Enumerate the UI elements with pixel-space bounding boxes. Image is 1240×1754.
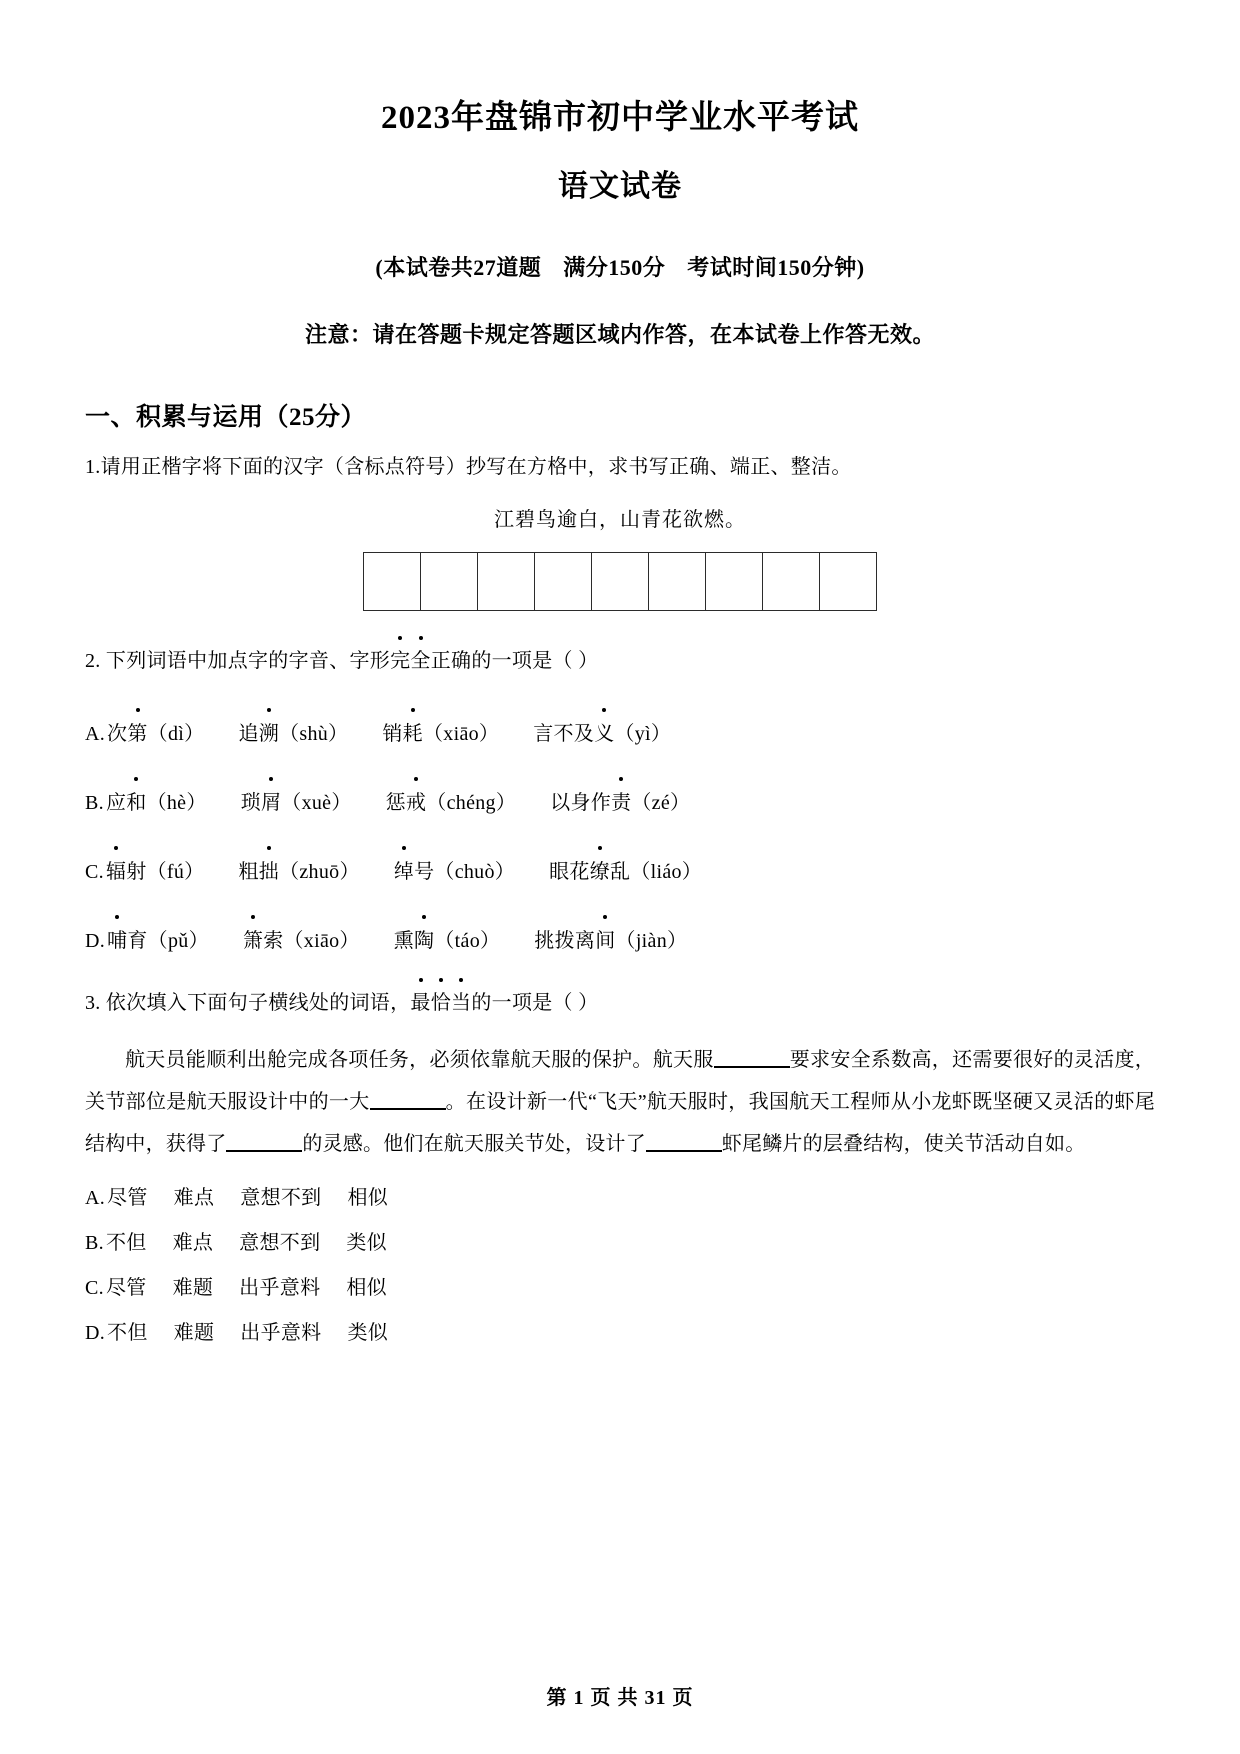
emphasis-dot-char: 哺 — [107, 924, 127, 953]
option-label: C. — [85, 861, 104, 884]
emphasis-dot-char: 缭 — [590, 855, 610, 884]
option-label: A. — [85, 723, 106, 746]
emphasis-dot-char: 溯 — [259, 717, 279, 746]
word-prefix: 次 — [107, 723, 128, 746]
word-pinyin: （zhuō） — [279, 861, 360, 884]
option-label: B. — [85, 792, 104, 815]
question-3-option[interactable] — [85, 1210, 1155, 1255]
option-word: 出乎意料 — [239, 1277, 321, 1300]
word-pinyin: （fú） — [146, 861, 205, 884]
emphasis-dot-char: 和 — [126, 786, 146, 815]
question-2-stem-emphasis — [390, 650, 431, 672]
option-word: 类似 — [347, 1322, 389, 1345]
word-prefix: 追 — [238, 723, 259, 746]
emphasis-dot-char: 完 — [390, 645, 410, 677]
word-pinyin: （jiàn） — [615, 930, 688, 953]
option-word-entry — [386, 786, 516, 815]
emphasis-dot-char: 第 — [127, 717, 147, 746]
question-1-stem: 1.请用正楷字将下面的汉字（含标点符号）抄写在方格中，求书写正确、端正、整洁。 — [85, 456, 852, 479]
question-3-stem — [85, 953, 1155, 1019]
copy-grid-cell[interactable] — [820, 553, 877, 610]
section-heading-one: 一、积累与运用（25分） — [85, 404, 367, 432]
option-word-entry — [243, 924, 360, 953]
word-prefix: 粗 — [238, 861, 259, 884]
option-word-entry — [238, 717, 348, 746]
emphasis-dot-char: 陶 — [414, 924, 434, 953]
word-pinyin: （chéng） — [426, 792, 517, 815]
question-2-option[interactable] — [85, 884, 1155, 953]
word-pinyin: （xuè） — [281, 792, 352, 815]
handwriting-copy-grid[interactable] — [363, 552, 877, 611]
word-prefix: 以身作 — [550, 792, 612, 815]
word-pinyin: （yì） — [614, 723, 672, 746]
question-3-option[interactable] — [85, 1255, 1155, 1300]
word-prefix: 销 — [382, 723, 403, 746]
question-2-stem-after: 正确的一项是（ ） — [430, 650, 599, 673]
emphasis-dot-char: 义 — [594, 717, 614, 746]
emphasis-dot-char: 间 — [595, 924, 615, 953]
passage-blank-3[interactable] — [226, 1150, 302, 1152]
page-subtitle: 语文试卷 — [558, 169, 682, 203]
copy-grid-cell[interactable] — [535, 553, 592, 610]
option-word-entry — [550, 786, 690, 815]
question-3-option[interactable] — [85, 1300, 1155, 1345]
emphasis-dot-char: 拙 — [259, 855, 279, 884]
option-label: D. — [85, 930, 106, 953]
passage-segment-4: 的灵感。他们在航天服关节处，设计了 — [302, 1133, 646, 1156]
question-2-option[interactable] — [85, 815, 1155, 884]
option-word: 意想不到 — [240, 1187, 322, 1210]
copy-grid-cell[interactable] — [364, 553, 421, 610]
question-2-options — [85, 677, 1155, 953]
passage-blank-2[interactable] — [370, 1108, 446, 1110]
passage-segment-2: 要求安全系数高，还需要很好的灵活度，关节部位是航天服设计中的一大 — [85, 1049, 1155, 1114]
question-3-stem-emphasis — [410, 992, 471, 1014]
passage-segment-1: 航天员能顺利出舱完成各项任务，必须依靠航天服的保护。航天服 — [125, 1049, 714, 1072]
exam-meta-question-count: (本试卷共27道题 — [375, 255, 542, 281]
copy-grid-cell[interactable] — [763, 553, 820, 610]
option-word: 难题 — [173, 1322, 215, 1345]
option-word-entry — [106, 855, 205, 884]
word-pinyin: （zé） — [631, 792, 691, 815]
option-word: 尽管 — [105, 1277, 147, 1300]
exam-meta-total-score: 满分150分 — [563, 255, 666, 281]
word-suffix: 射 — [126, 861, 147, 884]
emphasis-dot-char: 戒 — [406, 786, 426, 815]
option-word-entry — [107, 924, 209, 953]
word-pinyin: （shù） — [279, 723, 349, 746]
exam-meta — [85, 207, 1155, 282]
option-word-entry — [394, 855, 515, 884]
option-word: 尽管 — [107, 1187, 148, 1210]
option-word: 不但 — [107, 1322, 148, 1345]
exam-notice: 注意：请在答题卡规定答题区域内作答，在本试卷上作答无效。 — [304, 322, 935, 348]
option-word-entry — [107, 717, 204, 746]
option-label: A. — [85, 1187, 106, 1210]
option-word: 意想不到 — [239, 1232, 321, 1255]
option-word: 相似 — [346, 1277, 387, 1300]
option-word: 难点 — [173, 1187, 215, 1210]
option-word-entry — [382, 717, 499, 746]
passage-blank-4[interactable] — [646, 1150, 722, 1152]
option-word-entry — [238, 855, 359, 884]
word-prefix: 熏 — [393, 930, 415, 953]
question-3-passage — [85, 1019, 1155, 1165]
word-prefix: 应 — [105, 792, 127, 815]
option-word-entry — [241, 786, 352, 815]
option-word: 相似 — [347, 1187, 389, 1210]
option-label: B. — [85, 1232, 104, 1255]
passage-segment-5: 虾尾鳞片的层叠结构，使关节活动自如。 — [721, 1133, 1086, 1156]
option-word: 难题 — [172, 1277, 214, 1300]
emphasis-dot-char: 恰 — [431, 987, 451, 1019]
option-label: C. — [85, 1277, 104, 1300]
word-pinyin: （liáo） — [630, 861, 703, 884]
word-pinyin: （xiāo） — [283, 930, 360, 953]
word-prefix: 琐 — [240, 792, 261, 815]
copy-grid-cell[interactable] — [421, 553, 478, 610]
passage-blank-1[interactable] — [714, 1066, 790, 1068]
page-title: 2023年盘锦市初中学业水平考试 — [381, 100, 859, 136]
word-prefix: 眼花 — [549, 861, 590, 884]
emphasis-dot-char: 责 — [611, 786, 631, 815]
question-2-stem-before: 2. 下列词语中加点字的字音、字形 — [85, 650, 391, 673]
emphasis-dot-char: 辐 — [106, 855, 126, 884]
question-3-stem-after: 的一项是（ ） — [471, 992, 599, 1015]
emphasis-dot-char: 最 — [410, 987, 430, 1019]
question-3-option[interactable] — [85, 1165, 1155, 1210]
option-word-entry — [549, 855, 702, 884]
question-2-option[interactable] — [85, 677, 1155, 746]
copy-grid-cell[interactable] — [592, 553, 649, 610]
option-label: D. — [85, 1322, 106, 1345]
passage-segment-3: 。在设计新一代“飞天”航天服时，我国航天工程师从小龙虾既坚硬又灵活的虾尾结构中，获得了 — [85, 1091, 1155, 1156]
emphasis-dot-char: 箫 — [243, 924, 263, 953]
emphasis-dot-char: 绰 — [394, 855, 414, 884]
option-word-entry — [394, 924, 501, 953]
option-word: 类似 — [346, 1232, 387, 1255]
word-suffix: 索 — [263, 930, 284, 953]
option-word-entry — [534, 924, 687, 953]
question-3-stem-before: 3. 依次填入下面句子横线处的词语， — [85, 992, 411, 1015]
question-2-stem — [85, 611, 1155, 677]
question-3-options — [85, 1165, 1155, 1345]
word-pinyin: （dì） — [147, 723, 205, 746]
word-prefix: 言不及 — [533, 723, 595, 746]
copy-grid-cell[interactable] — [478, 553, 535, 610]
word-pinyin: （táo） — [434, 930, 501, 953]
copy-grid-wrapper — [85, 532, 1155, 611]
word-prefix: 挑拨离 — [534, 930, 596, 953]
word-prefix: 惩 — [385, 792, 406, 815]
option-word-entry — [533, 717, 671, 746]
word-pinyin: （pǔ） — [147, 930, 209, 953]
copy-grid-cell[interactable] — [706, 553, 763, 610]
word-pinyin: （xiāo） — [422, 723, 500, 746]
question-1-poem: 江碧鸟逾白，山青花欲燃。 — [494, 509, 746, 532]
word-suffix: 育 — [127, 930, 148, 953]
option-word-entry — [106, 786, 207, 815]
word-pinyin: （hè） — [146, 792, 207, 815]
option-word: 不但 — [105, 1232, 147, 1255]
emphasis-dot-char: 耗 — [403, 717, 423, 746]
exam-meta-duration: 考试时间150分钟) — [687, 255, 865, 281]
option-word: 出乎意料 — [240, 1322, 322, 1345]
emphasis-dot-char: 屑 — [261, 786, 281, 815]
option-word: 难点 — [172, 1232, 214, 1255]
copy-grid-cell[interactable] — [649, 553, 706, 610]
word-suffix: 号 — [414, 861, 435, 884]
page-footer: 第 1 页 共 31 页 — [546, 1687, 694, 1709]
word-pinyin: （chuò） — [434, 861, 516, 884]
word-suffix: 乱 — [610, 861, 631, 884]
emphasis-dot-char: 全 — [410, 645, 430, 677]
question-2-option[interactable] — [85, 746, 1155, 815]
emphasis-dot-char: 当 — [451, 987, 471, 1019]
